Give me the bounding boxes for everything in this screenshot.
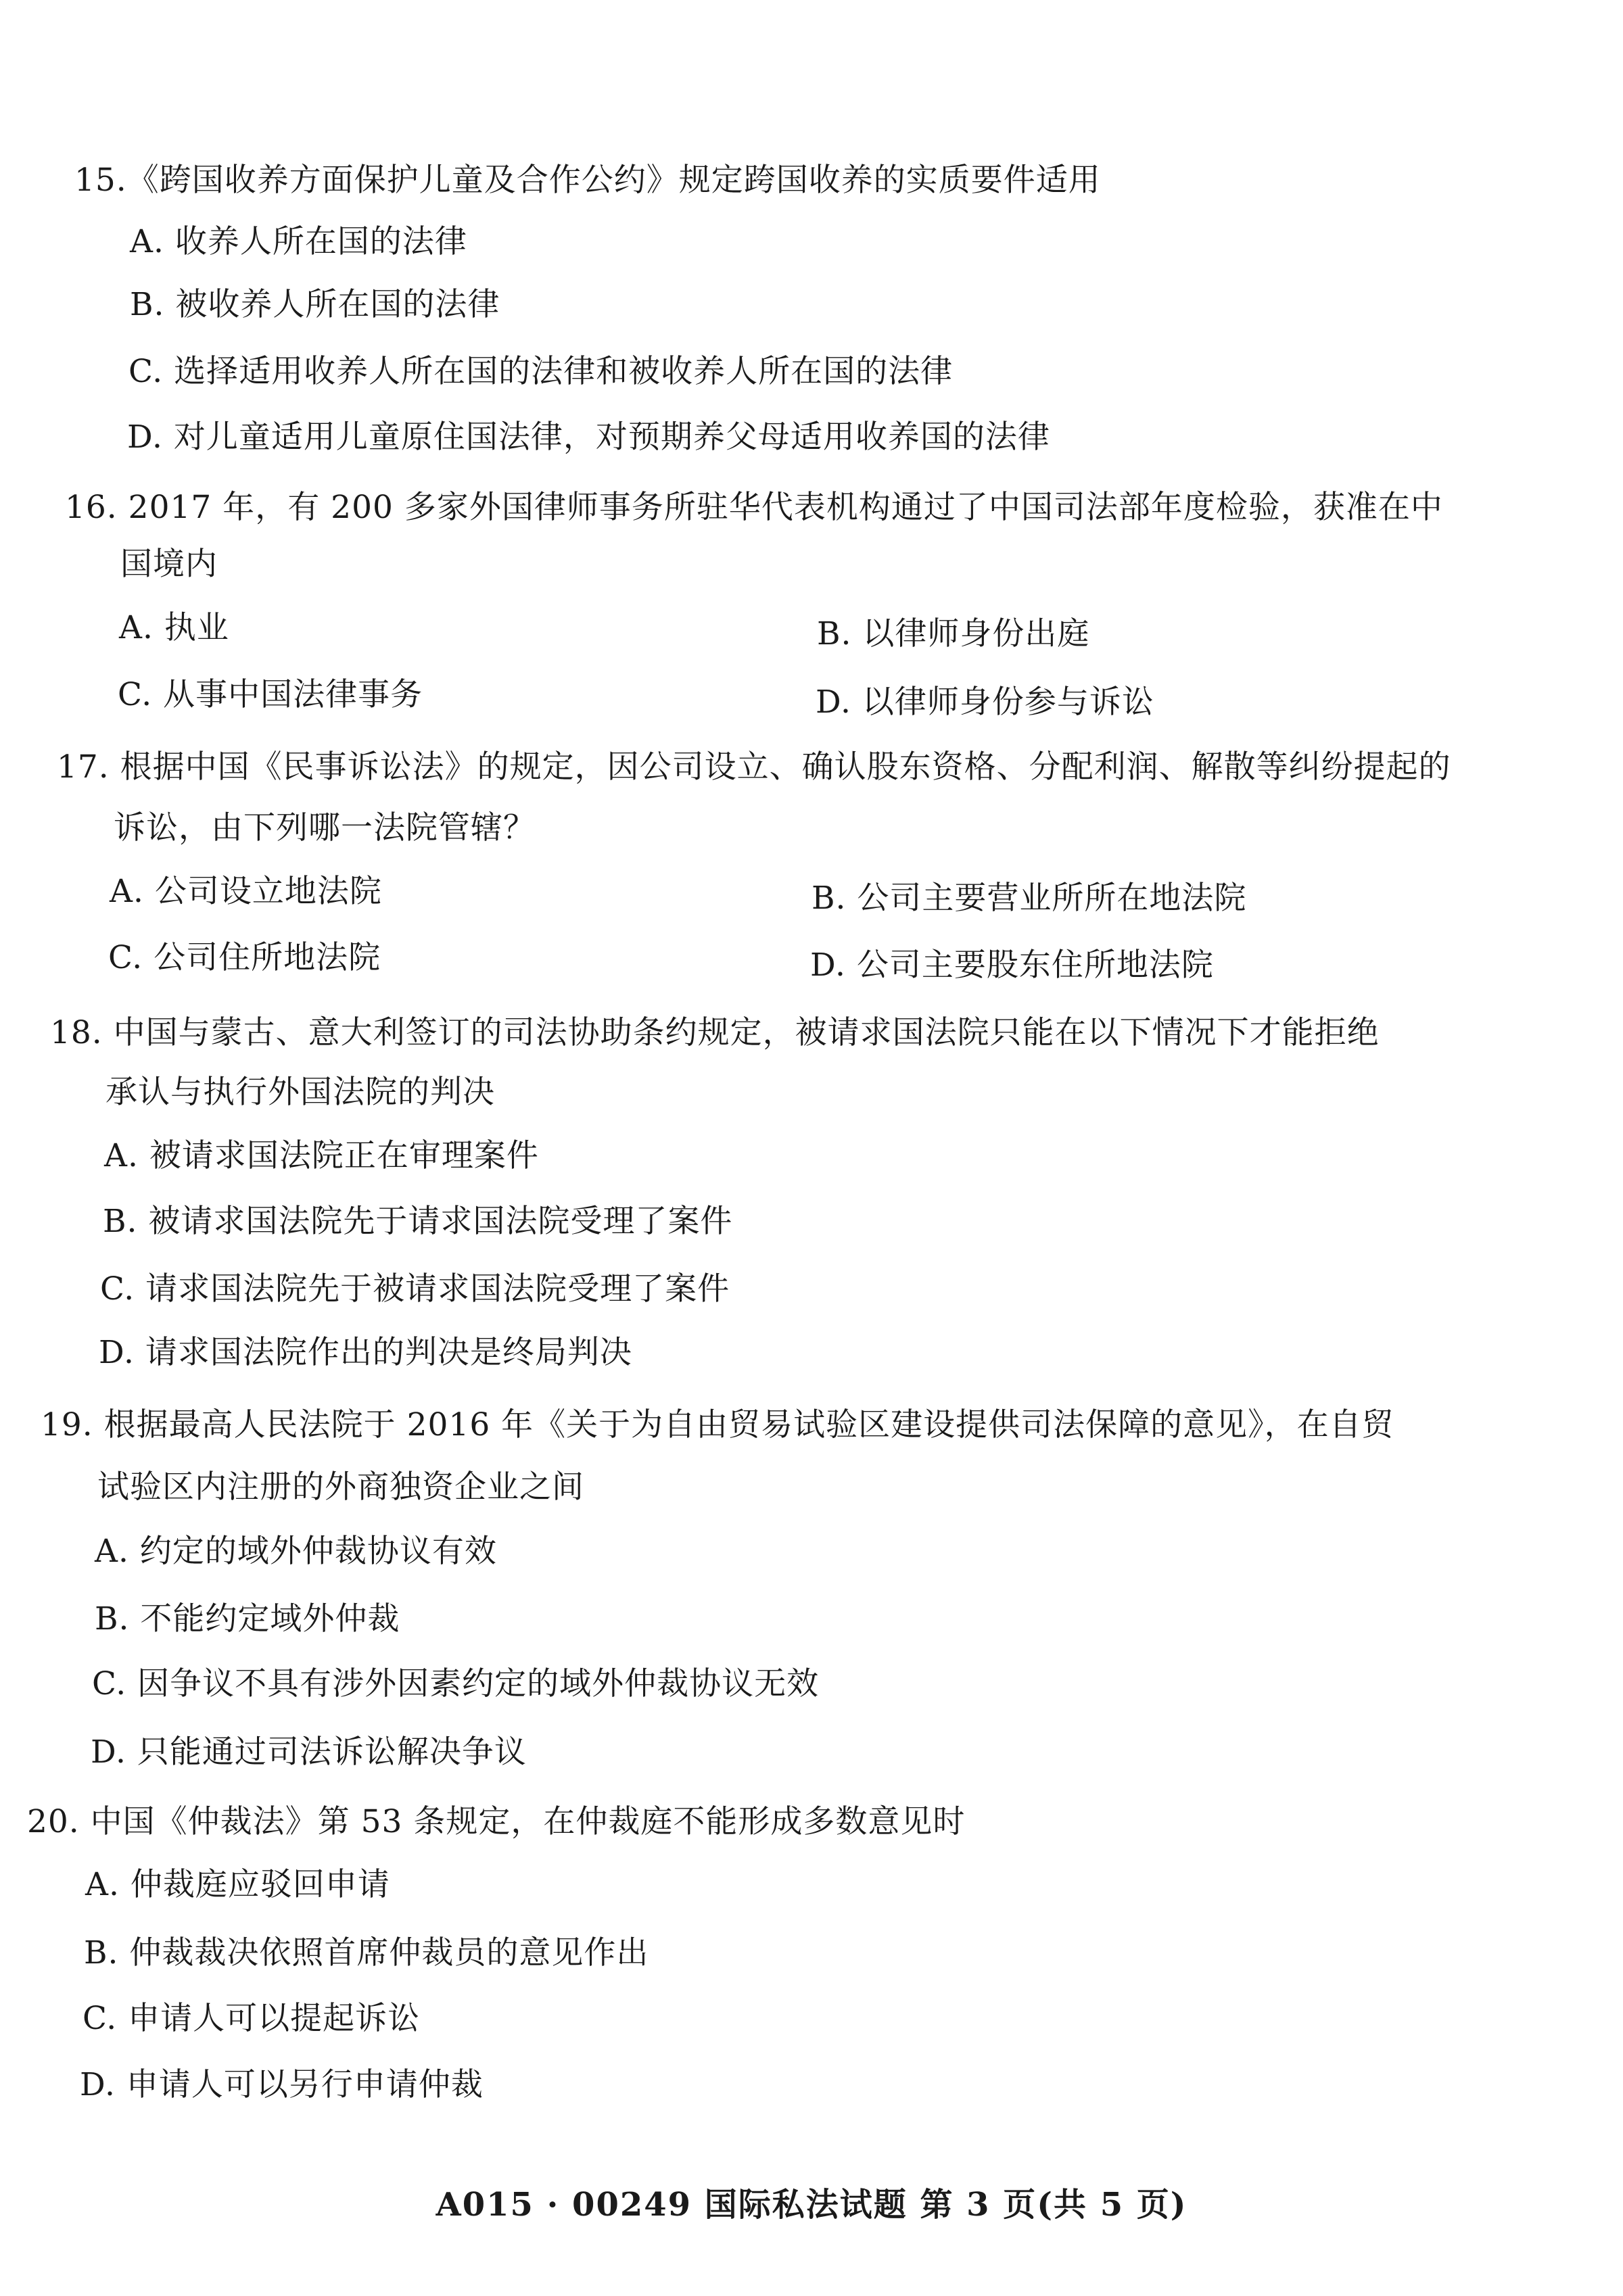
question-17-option-c: C. 公司住所地法院 — [108, 939, 381, 976]
question-20-option-c: C. 申请人可以提起诉讼 — [83, 2000, 421, 2037]
question-20-stem: 20. 中国《仲裁法》第 53 条规定，在仲裁庭不能形成多数意见时 — [27, 1803, 966, 1840]
question-17-option-d: D. 公司主要股东住所地法院 — [810, 947, 1214, 984]
question-16-option-d: D. 以律师身份参与诉讼 — [816, 684, 1154, 721]
question-19-stem-continued: 试验区内注册的外商独资企业之间 — [97, 1468, 584, 1506]
question-18-option-d: D. 请求国法院作出的判决是终局判决 — [99, 1334, 632, 1371]
question-15-option-d: D. 对儿童适用儿童原住国法律，对预期养父母适用收养国的法律 — [127, 418, 1050, 456]
question-18-stem: 18. 中国与蒙古、意大利签订的司法协助条约规定，被请求国法院只能在以下情况下才能拒绝 — [50, 1014, 1380, 1051]
question-15-option-c: C. 选择适用收养人所在国的法律和被收养人所在国的法律 — [128, 353, 954, 390]
question-19-option-b: B. 不能约定域外仲裁 — [95, 1600, 400, 1637]
question-16-stem: 16. 2017 年，有 200 多家外国律师事务所驻华代表机构通过了中国司法部年度检验，获准在中 — [65, 489, 1443, 526]
question-17-stem: 17. 根据中国《民事诉讼法》的规定，因公司设立、确认股东资格、分配利润、解散等纠纷提起的 — [57, 748, 1451, 786]
question-15-stem: 15.《跨国收养方面保护儿童及合作公约》规定跨国收养的实质要件适用 — [74, 162, 1101, 199]
question-18-stem-continued: 承认与执行外国法院的判决 — [105, 1074, 495, 1111]
question-19-option-a: A. 约定的域外仲裁协议有效 — [95, 1533, 497, 1570]
page-footer: A015 · 00249 国际私法试题 第 3 页(共 5 页) — [436, 2186, 1187, 2224]
question-19-option-c: C. 因争议不具有涉外因素约定的域外仲裁协议无效 — [92, 1665, 820, 1702]
question-16-option-c: C. 从事中国法律事务 — [118, 676, 423, 713]
question-15-option-b: B. 被收养人所在国的法律 — [130, 286, 500, 323]
question-18-option-a: A. 被请求国法院正在审理案件 — [104, 1137, 539, 1174]
question-16-option-a: A. 执业 — [119, 609, 229, 646]
question-20-option-a: A. 仲裁庭应驳回申请 — [85, 1866, 390, 1903]
question-20-option-b: B. 仲裁裁决依照首席仲裁员的意见作出 — [84, 1934, 649, 1971]
question-18-option-b: B. 被请求国法院先于请求国法院受理了案件 — [103, 1203, 733, 1240]
question-19-stem: 19. 根据最高人民法院于 2016 年《关于为自由贸易试验区建设提供司法保障的意见》，在自贸 — [41, 1406, 1394, 1443]
question-15-option-a: A. 收养人所在国的法律 — [130, 223, 467, 260]
question-17-stem-continued: 诉讼，由下列哪一法院管辖？ — [114, 809, 536, 846]
question-18-option-c: C. 请求国法院先于被请求国法院受理了案件 — [100, 1270, 730, 1308]
question-20-option-d: D. 申请人可以另行申请仲裁 — [80, 2066, 484, 2103]
question-19-option-d: D. 只能通过司法诉讼解决争议 — [91, 1733, 527, 1771]
question-16-stem-continued: 国境内 — [120, 546, 218, 583]
question-17-option-b: B. 公司主要营业所所在地法院 — [812, 880, 1247, 917]
question-16-option-b: B. 以律师身份出庭 — [817, 615, 1090, 652]
question-17-option-a: A. 公司设立地法院 — [110, 873, 382, 910]
